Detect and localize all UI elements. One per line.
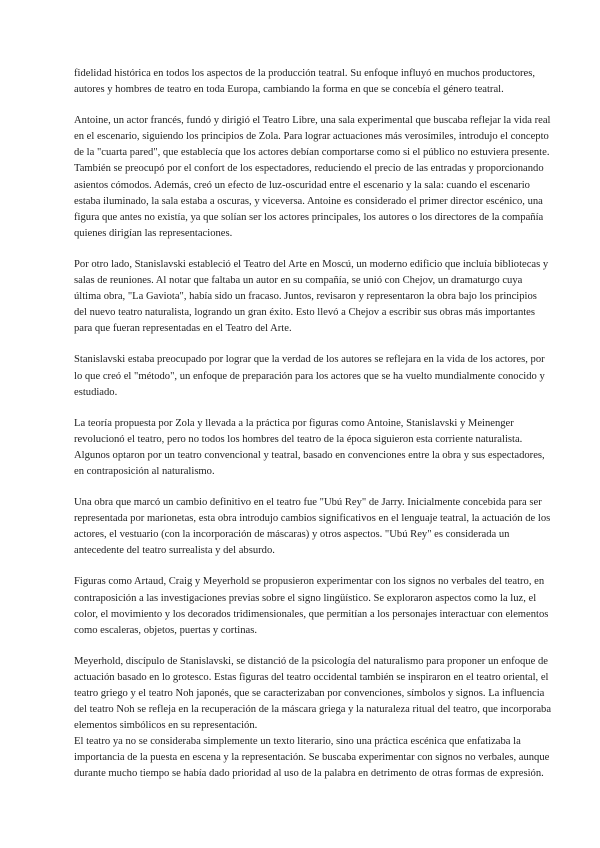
paragraph-6: Una obra que marcó un cambio definitivo en el teatro fue "Ubú Rey" de Jarry. Inicialmente concebida para ser representada por marionetas, esta obra introdujo cambios significativos en el lenguaje teatral, la actuación de los actores, el vestuario (con la incorporación de máscaras) y otros aspectos. "Ubú Rey" es considerada un antecedente del teatro surrealista y del absurdo.: [74, 497, 551, 557]
paragraph-8: Meyerhold, discípulo de Stanislavski, se distanció de la psicología del naturalismo para proponer un enfoque de actuación basado en lo grotesco. Estas figuras del teatro occidental también se inspiraron en el teatro oriental, el teatro griego y el teatro Noh japonés, que se caracterizaban por convenciones, símbolos y signos. La influencia del teatro Noh se refleja en la recuperación de la máscara griega y la naturaleza ritual del teatro, que incorporaba elementos simbólicos en su representación.: [74, 655, 552, 732]
paragraph-2: Antoine, un actor francés, fundó y dirigió el Teatro Libre, una sala experimental que buscaba reflejar la vida real en el escenario, siguiendo los principios de Zola. Para lograr actuaciones más verosímiles, introdujo el concepto de la "cuarta pared", que establecía que los actores debían comportarse como si el público no estuviera presente. También se preocupó por el confort de los espectadores, reduciendo el precio de las entradas y proporcionando asientos cómodos. Además, creó un efecto de luz-oscuridad entre el escenario y la sala: cuando el escenario estaba iluminado, la sala estaba a oscuras, y viceversa. Antoine es considerado el primer director escénico, una figura que antes no existía, ya que solían ser los actores principales, los autores o los directores de la compañía quienes dirigían las representaciones.: [74, 115, 551, 239]
paragraph-5: La teoría propuesta por Zola y llevada a la práctica por figuras como Antoine, Stanislavski y Meinenger revolucionó el teatro, pero no todos los hombres del teatro de la época siguieron esta corriente naturalista. Algunos optaron por un teatro convencional y teatral, basado en convenciones entre la obra y sus espectadores, en contraposición al naturalismo.: [74, 417, 545, 477]
paragraph-3: Por otro lado, Stanislavski estableció el Teatro del Arte en Moscú, un moderno edificio que incluía bibliotecas y salas de reuniones. Al notar que faltaba un autor en su compañía, se unió con Chejov, un dramaturgo cuya última obra, "La Gaviota", había sido un fracaso. Juntos, revisaron y representaron la obra bajo los principios del nuevo teatro naturalista, logrando un gran éxito. Esto llevó a Chejov a escribir sus obras más importantes para que fueran representadas en el Teatro del Arte.: [74, 258, 549, 335]
paragraph-7: Figuras como Artaud, Craig y Meyerhold se propusieron experimentar con los signos no verbales del teatro, en contraposición a las investigaciones previas sobre el signo lingüístico. Se exploraron aspectos como la luz, el color, el movimiento y los decorados tridimensionales, que permitían a los personajes interactuar con elementos como escaleras, objetos, puertas y cortinas.: [74, 576, 549, 636]
paragraph-1: fidelidad histórica en todos los aspectos de la producción teatral. Su enfoque influyó en muchos productores, autores y hombres de teatro en toda Europa, cambiando la forma en que se concebía el género teatral.: [74, 68, 535, 96]
paragraph-9: El teatro ya no se consideraba simplemente un texto literario, sino una práctica escénica que enfatizaba la importancia de la puesta en escena y la representación. Se buscaba experimentar con signos no verbales, aunque durante mucho tiempo se había dado prioridad al uso de la palabra en detrimento de otras formas de expresión.: [74, 736, 550, 780]
paragraph-4: Stanislavski estaba preocupado por lograr que la verdad de los autores se reflejara en la vida de los actores, por lo que creó el "método", un enfoque de preparación para los actores que se ha vuelto mundialmente conocido y estudiado.: [74, 354, 545, 398]
